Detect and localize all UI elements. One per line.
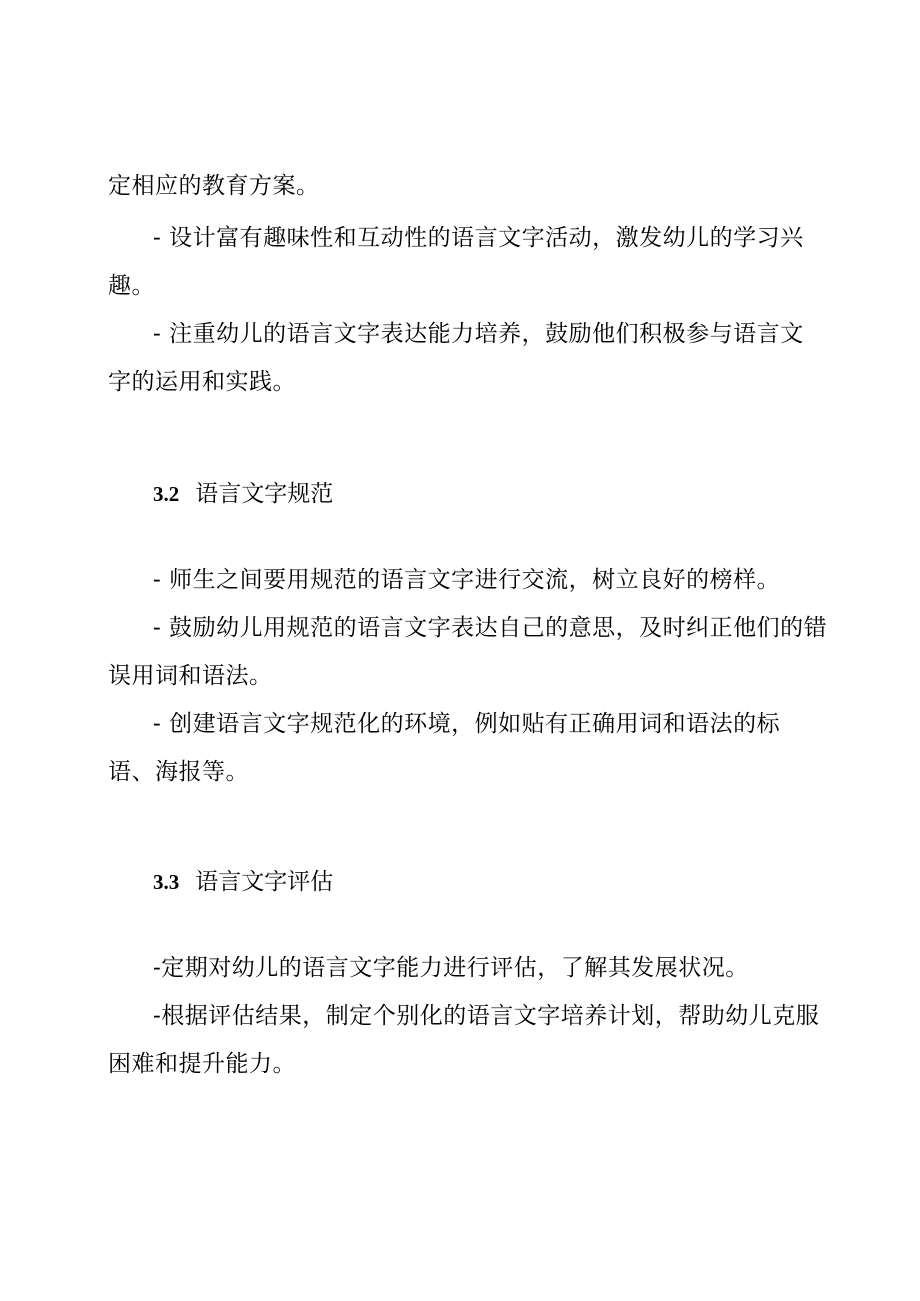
list-item-line: 字的运用和实践。: [108, 369, 296, 395]
section-number: 3.2: [153, 482, 180, 506]
list-item-line: -根据评估结果，制定个别化的语言文字培养计划，帮助幼儿克服: [153, 1003, 820, 1029]
list-item-line: - 鼓励幼儿用规范的语言文字表达自己的意思，及时纠正他们的错: [153, 615, 828, 641]
list-item-line: - 创建语言文字规范化的环境，例如贴有正确用词和语法的标: [153, 711, 781, 737]
list-item-line: 语、海报等。: [108, 759, 249, 785]
list-item-line: 趣。: [108, 273, 155, 299]
list-item-line: -定期对幼儿的语言文字能力进行评估，了解其发展状况。: [153, 955, 749, 981]
section-heading-3-2: [153, 478, 333, 510]
section-heading-3-3: [153, 866, 333, 898]
section-title: 语言文字评估: [195, 869, 334, 895]
list-item-line: 困难和提升能力。: [108, 1051, 296, 1077]
section-title: 语言文字规范: [195, 481, 334, 507]
list-item-line: - 注重幼儿的语言文字表达能力培养，鼓励他们积极参与语言文: [153, 321, 804, 347]
list-item-line: - 师生之间要用规范的语言文字进行交流，树立良好的榜样。: [153, 567, 781, 593]
list-item-line: - 设计富有趣味性和互动性的语言文字活动，激发幼儿的学习兴: [153, 225, 804, 251]
list-item-line: 误用词和语法。: [108, 663, 273, 689]
section-number: 3.3: [153, 870, 180, 894]
paragraph-line: 定相应的教育方案。: [108, 173, 320, 199]
